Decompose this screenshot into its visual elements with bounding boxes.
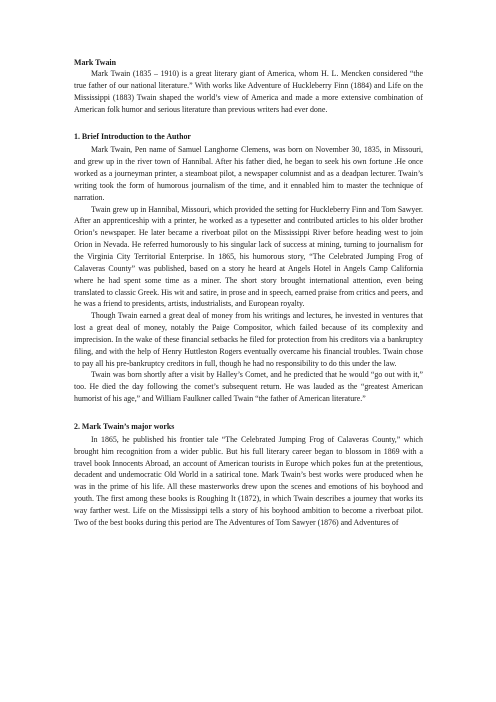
intro-paragraph: Mark Twain (1835 – 1910) is a great literary giant of America, whom H. L. Mencken considered “the true father of our national literature.” With works like Adventure of Huckleberry Finn (1884) and Life on the Mississippi (1883) Twain shaped the world’s view of America and made a more extensive combination of American folk humor and serious literature than previous writers had ever done. [74, 69, 423, 114]
section-1-heading: 1. Brief Introduction to the Author [74, 132, 191, 142]
section-1-paragraph-2: Twain grew up in Hannibal, Missouri, which provided the setting for Huckleberry Finn and Tom Sawyer. After an apprenticeship with a printer, he worked as a typesetter and contributed articles to his older brother Orion’s newspaper. He later became a riverboat pilot on the Mississippi River before heading west to join Orion in Nevada. He referred humorously to his singular lack of success at mining, turning to journalism for the Virginia City Territorial Enterprise. In 1865, his humorous story, “The Celebrated Jumping Frog of Calaveras County” was published, based on a story he heard at Angels Hotel in Angels Camp California where he had spent some time as a miner. The short story brought international attention, even being translated to classic Greek. His wit and satire, in prose and in speech, earned praise from critics and peers, and he was a friend to presidents, artists, industrialists, and European royalty. [74, 204, 423, 309]
document-title: Mark Twain [74, 58, 117, 67]
section-2-paragraph-1: In 1865, he published his frontier tale “The Celebrated Jumping Frog of Calaveras County,” which brought him recognition from a wider public. But his full literary career began to blossom in 1869 with a travel book Innocents Abroad, an account of American tourists in Europe which pokes fun at the pretentious, decadent and undemocratic Old World in a satirical tone. Mark Twain’s best works were produced when he was in the prime of his life. All these masterworks drew upon the scenes and emotions of his boyhood and youth. The first among these books is Roughing It (1872), in which Twain describes a journey that works its way farther west. Life on the Mississippi tells a story of his boyhood ambition to become a riverboat pilot. Two of the best books during this period are The Adventures of Tom Sawyer (1876) and Adventures of [74, 434, 423, 527]
section-1-paragraph-3: Though Twain earned a great deal of money from his writings and lectures, he invested in ventures that lost a great deal of money, notably the Paige Compositor, which failed because of its complexity and imprecision. In the wake of these financial setbacks he filed for protection from his creditors via a bankruptcy filing, and with the help of Henry Huttleston Rogers eventually overcame his financial troubles. Twain chose to pay all his pre-bankruptcy creditors in full, though he had no responsibility to do this under the law. [74, 311, 423, 368]
section-1-paragraph-4: Twain was born shortly after a visit by Halley’s Comet, and he predicted that he would “go out with it,” too. He died the day following the comet’s subsequent return. He was lauded as the “greatest American humorist of his age,” and William Faulkner called Twain “the father of American literature.” [74, 370, 423, 404]
section-2-heading: 2. Mark Twain’s major works [74, 421, 175, 431]
section-1-paragraph-1: Mark Twain, Pen name of Samuel Langhorne Clemens, was born on November 30, 1835, in Missouri, and grew up in the river town of Hannibal. After his father died, he began to seek his own fortune .He once worked as a journeyman printer, a steamboat pilot, a newspaper columnist and as a deadpan lecturer. Twain’s writing took the form of humorous journalism of the time, and it ennabled him to master the technique of narration. [74, 145, 423, 202]
